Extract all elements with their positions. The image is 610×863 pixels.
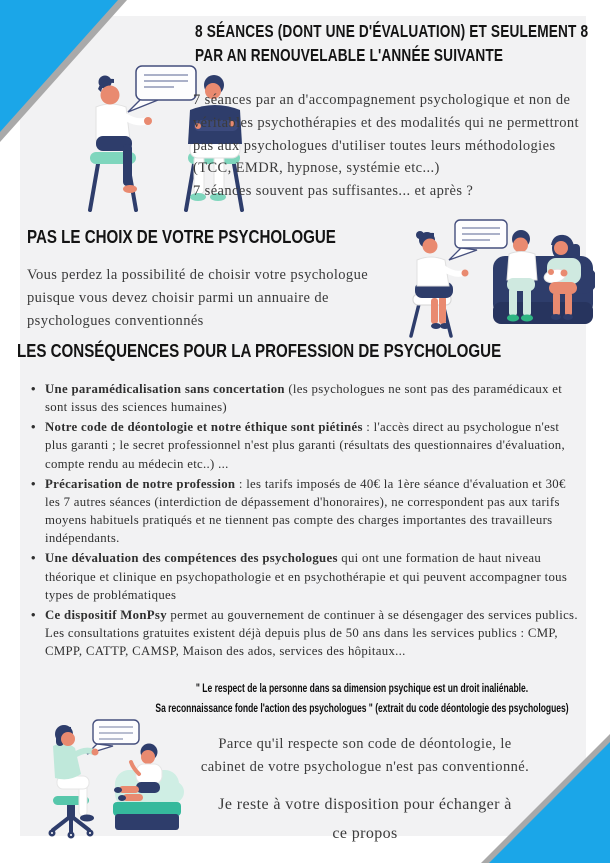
list-item <box>30 475 579 548</box>
seances-body2: 7 séances souvent pas suffisantes... et après ? <box>193 183 474 199</box>
list-item <box>30 606 579 660</box>
bullet-rest: qui ont une formation de haut niveau théorique et clinique en psychopathologie et en psychothérapie et qui peuvent accompagner tous types de problématiques <box>45 551 568 602</box>
family-consultation-illustration <box>405 218 595 343</box>
speech-bubble-icon <box>449 220 507 260</box>
bullet-rest: : l'accès direct au psychologue n'est plus garanti ; le secret professionnel n'est plus garanti (résultats des questionnaires d'évaluation, compte rendu au médecin etc..) ... <box>45 420 565 471</box>
seances-body: 7 séances par an d'accompagnement psychologique et non de véritables psychothérapies et des modalités qui ne permettront pas aux psychologues d'utiliser toutes leurs méthodologies (TCC, EMDR, hypnose, systémie etc...) <box>193 92 579 177</box>
corner-triangle-top-left <box>0 0 130 145</box>
quote-line-2: Sa reconnaissance fonde l'action des psychologues " (extrait du code déontologie des psychologues) <box>155 703 569 716</box>
bullet-rest: : les tarifs imposés de 40€ la 1ère séance d'évaluation et 30€ les 7 autres séances (interdiction de dépassement d'honoraires), ne correspondent pas aux tarifs moyens habituels pratiqués et ne tiennent pas compte des charges importantes des travailleurs indépendants. <box>45 476 566 546</box>
bullet-rest: (les psychologues ne sont pas des paramédicaux et sont issus des sciences humaines) <box>45 382 563 415</box>
list-item <box>30 380 579 416</box>
closing-cta: Je reste à votre disposition pour échanger à ce propos <box>218 796 512 842</box>
list-item <box>30 418 579 472</box>
quote-line-1: " Le respect de la personne dans sa dimension psychique est un droit inaliénable. <box>195 683 529 695</box>
bullet-lead: Précarisation de notre profession <box>45 476 239 491</box>
seances-paragraph <box>193 89 591 203</box>
child-consultation-illustration <box>35 716 190 849</box>
closing-paragraph: Parce qu'il respecte son code de déontologie, le cabinet de votre psychologue n'est pas conventionné. <box>200 736 530 776</box>
deontology-quote <box>94 679 610 719</box>
bullet-rest: permet au gouvernement de continuer à se désengager des services publics. Les consultations gratuites existent déjà depuis plus de 50 ans dans les services publics : CMP, CMPP, CATTP, CAMSP, Maison des ados, services des hôpitaux... <box>45 607 578 659</box>
bullet-lead: Ce dispositif MonPsy <box>45 607 167 622</box>
therapist-figure <box>53 725 99 822</box>
speech-bubble-icon <box>128 66 196 112</box>
consequences-list <box>30 380 579 662</box>
heading-consequences: LES CONSÉQUENCES POUR LA PROFESSION DE PSYCHOLOGUE <box>17 341 502 361</box>
bullet-lead: Une paramédicalisation sans concertation <box>45 382 285 396</box>
corner-triangle-bottom-right <box>475 728 610 863</box>
choix-paragraph: Vous perdez la possibilité de choisir votre psychologue puisque vous devez choisir parmi un annuaire de psychologues conventionnés <box>27 267 369 329</box>
headline-seances: 8 SÉANCES (DONT UNE D'ÉVALUATION) ET SEULEMENT 8 PAR AN RENOUVELABLE L'ANNÉE SUIVANTE <box>195 21 589 65</box>
bullet-lead: Une dévaluation des compétences des psychologues <box>45 551 338 566</box>
list-item <box>30 549 579 603</box>
heading-choix: PAS LE CHOIX DE VOTRE PSYCHOLOGUE <box>27 227 336 247</box>
bullet-lead: Notre code de déontologie et notre éthique sont piétinés <box>45 420 363 435</box>
